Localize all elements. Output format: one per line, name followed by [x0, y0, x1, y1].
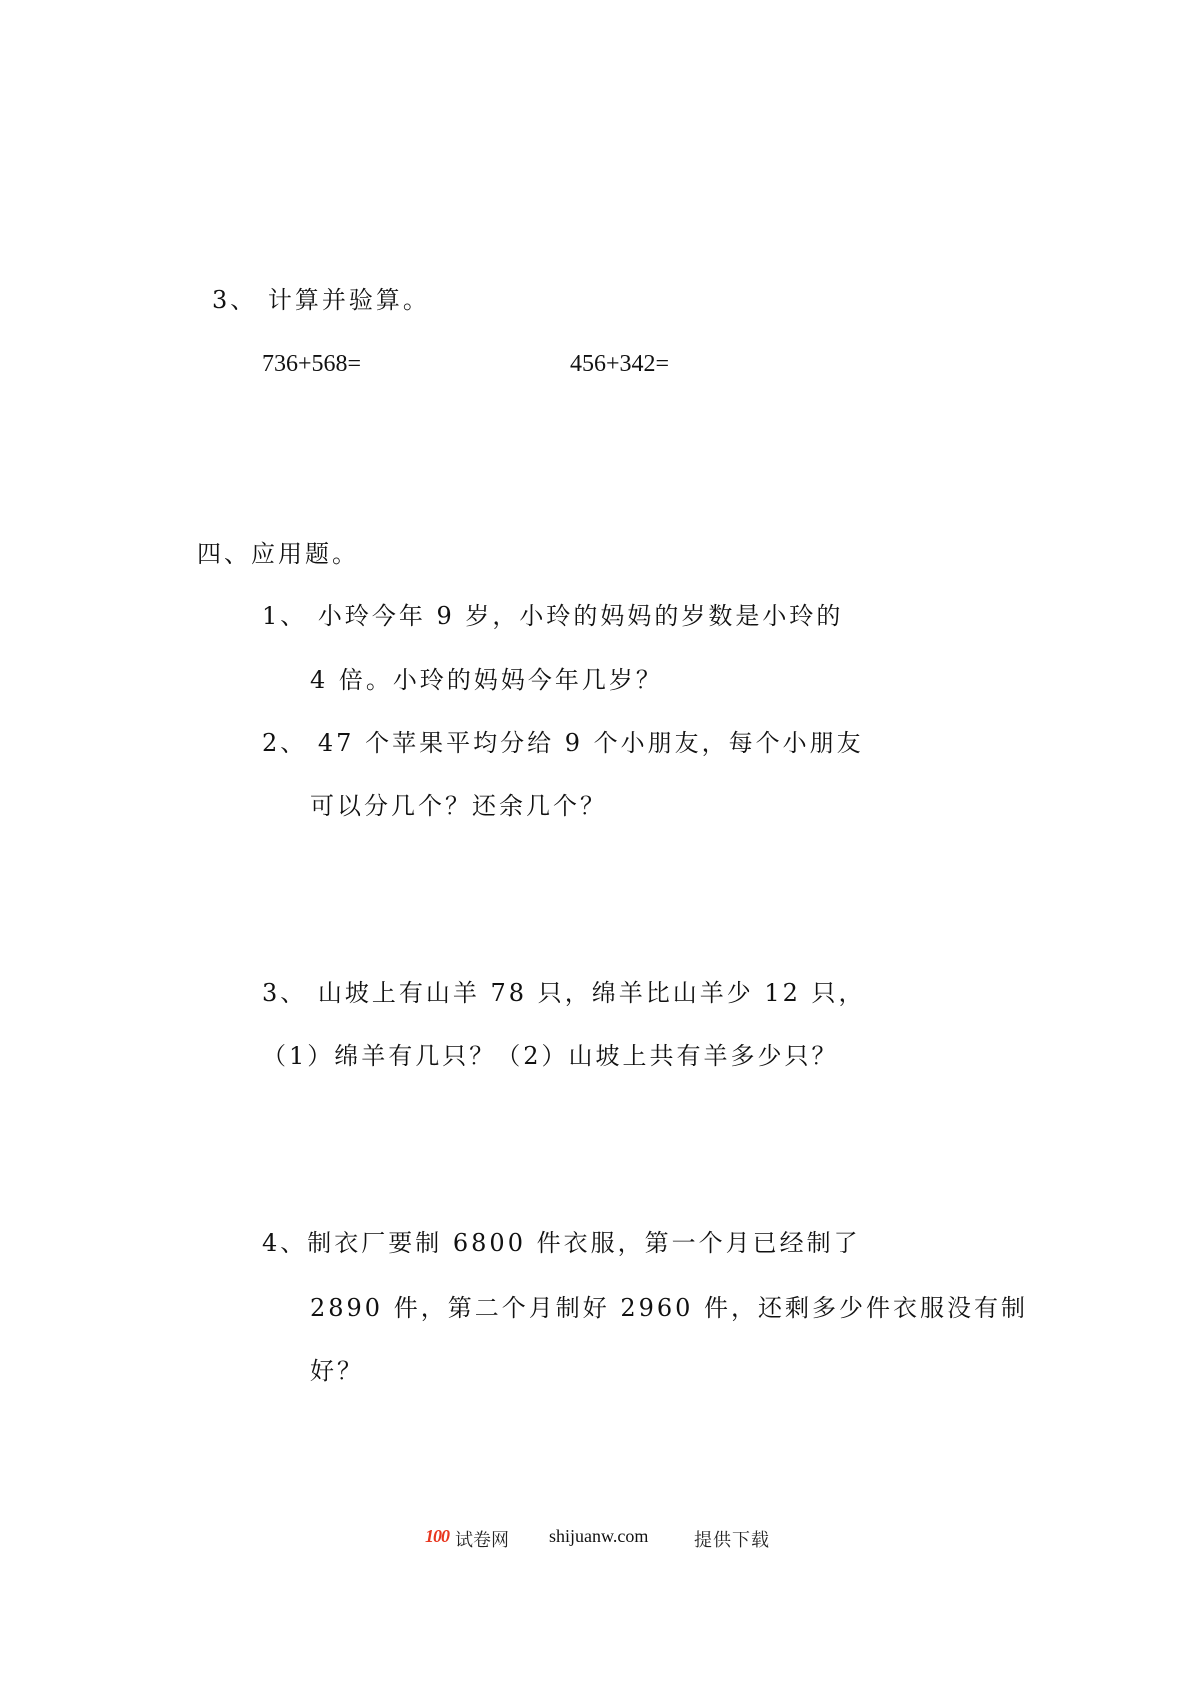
calc-expression-2: 456+342= — [570, 351, 670, 377]
problem-4-line-1: 4、制衣厂要制 6800 件衣服，第一个月已经制了 — [262, 1229, 861, 1257]
problem-3-line-2: （1）绵羊有几只？（2）山坡上共有羊多少只？ — [262, 1042, 839, 1070]
problem-1-line-1: 1、 小玲今年 9 岁，小玲的妈妈的岁数是小玲的 — [262, 602, 844, 630]
calc-expression-1: 736+568= — [262, 351, 362, 377]
problem-4-line-3: 好？ — [310, 1357, 364, 1385]
site-name: 试卷网 — [455, 1530, 509, 1550]
site-logo: 100 — [425, 1526, 449, 1546]
section-heading-calculate: 3、 计算并验算。 — [212, 286, 430, 314]
problem-2-line-2: 可以分几个？还余几个？ — [310, 792, 607, 820]
site-url-link[interactable]: shijuanw.com — [549, 1526, 649, 1546]
problem-3-line-1: 3、 山坡上有山羊 78 只，绵羊比山羊少 12 只， — [262, 979, 866, 1007]
page-footer — [0, 1524, 1191, 1554]
problem-4-line-2: 2890 件，第二个月制好 2960 件，还剩多少件衣服没有制 — [310, 1294, 1029, 1322]
problem-1-line-2: 4 倍。小玲的妈妈今年几岁？ — [310, 666, 663, 694]
download-text: 提供下载 — [694, 1530, 770, 1550]
section-heading-word-problems: 四、应用题。 — [197, 540, 359, 568]
problem-2-line-1: 2、 47 个苹果平均分给 9 个小朋友，每个小朋友 — [262, 729, 864, 757]
